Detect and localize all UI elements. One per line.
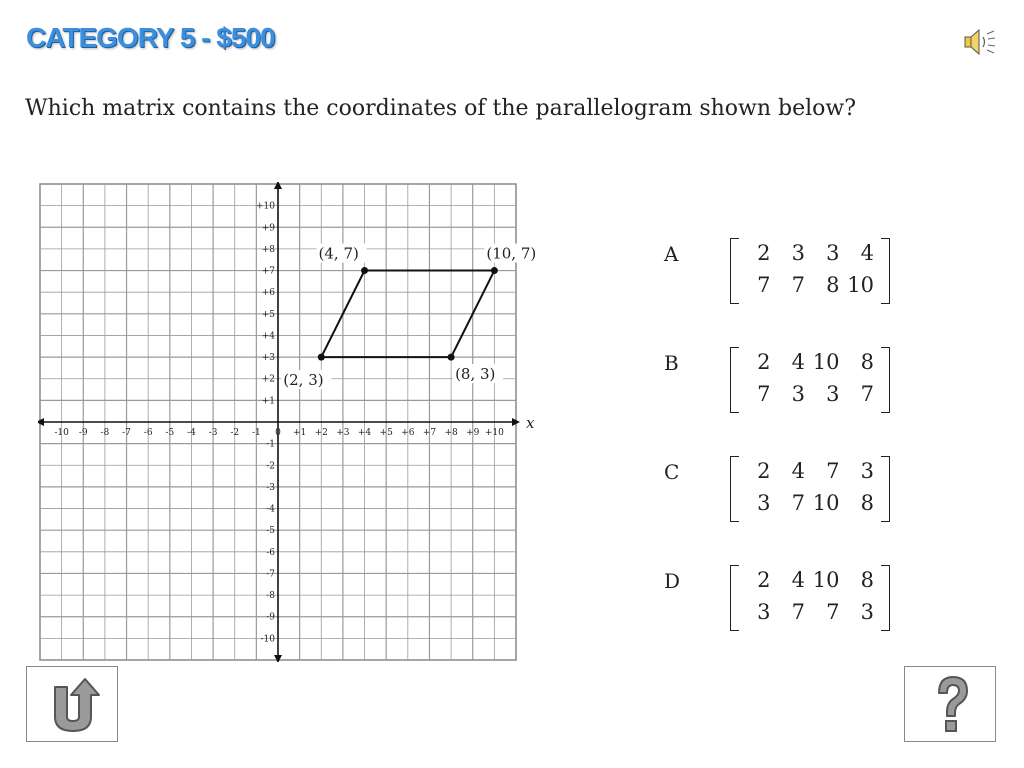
- answer-matrix: [730, 236, 890, 304]
- answer-matrix: [730, 454, 890, 522]
- matrix-cell: 8: [860, 350, 874, 374]
- matrix-cell: 3: [860, 600, 874, 624]
- x-tick-label: -3: [208, 428, 218, 438]
- answer-matrix: [730, 345, 890, 413]
- coordinate-plane: [38, 182, 560, 662]
- x-tick-label: +5: [379, 428, 393, 438]
- x-axis-label: x: [526, 414, 535, 432]
- y-tick-label: -9: [266, 612, 275, 623]
- x-tick-label: +8: [444, 428, 458, 438]
- matrix-cell: 7: [757, 382, 771, 406]
- x-tick-label: -10: [54, 428, 69, 438]
- x-tick-label: +10: [484, 428, 504, 438]
- x-tick-label: -1: [251, 428, 261, 438]
- y-tick-label: +5: [261, 309, 275, 320]
- question-mark-icon: [905, 667, 997, 743]
- answer-choice-c[interactable]: [664, 454, 904, 534]
- coordinate-grid: [38, 182, 560, 662]
- y-tick-label: -2: [266, 461, 275, 472]
- matrix-cell: 7: [791, 600, 805, 624]
- x-tick-label: +7: [422, 428, 437, 438]
- y-tick-label: -3: [266, 482, 275, 493]
- y-tick-label: -4: [266, 504, 275, 515]
- y-tick-label: +4: [261, 331, 275, 342]
- vertex-point: [318, 354, 325, 361]
- matrix-cell: 7: [791, 273, 805, 297]
- x-tick-label: -4: [187, 428, 196, 438]
- answer-choice-d[interactable]: [664, 563, 904, 643]
- y-tick-label: +6: [261, 288, 275, 299]
- matrix-cell: 3: [791, 241, 805, 265]
- matrix-cell: 3: [826, 241, 840, 265]
- y-tick-label: +7: [261, 266, 275, 277]
- matrix-cell: 7: [826, 600, 840, 624]
- x-tick-label: -8: [100, 428, 110, 438]
- vertex-label: (10, 7): [486, 244, 537, 263]
- matrix-cell: 7: [860, 382, 874, 406]
- answer-letter: B: [664, 351, 679, 375]
- matrix-cell: 7: [757, 273, 771, 297]
- y-tick-label: +8: [261, 244, 275, 255]
- y-tick-label: +10: [256, 201, 275, 212]
- vertex-point: [491, 267, 498, 274]
- matrix-cell: 2: [757, 350, 771, 374]
- speaker-icon[interactable]: [962, 26, 998, 58]
- matrix-cell: 4: [791, 568, 805, 592]
- x-tick-label: +1: [292, 428, 307, 438]
- matrix-cell: 7: [826, 459, 840, 483]
- matrix-cell: 4: [860, 241, 874, 265]
- matrix-cell: 7: [791, 491, 805, 515]
- matrix-cell: 10: [847, 273, 874, 297]
- y-tick-label: +1: [261, 396, 275, 407]
- vertex-label: (8, 3): [455, 365, 496, 384]
- matrix-cell: 2: [757, 459, 771, 483]
- matrix-cell: 3: [791, 382, 805, 406]
- y-tick-label: +2: [261, 374, 275, 385]
- y-tick-label: -10: [260, 634, 275, 645]
- answer-matrix: [730, 563, 890, 631]
- answer-letter: D: [664, 569, 681, 593]
- u-turn-arrow-icon: [27, 667, 119, 743]
- x-tick-label: 0: [275, 428, 281, 438]
- vertex-label: (2, 3): [283, 371, 324, 390]
- y-tick-label: -1: [266, 439, 275, 450]
- x-tick-label: -7: [122, 428, 131, 438]
- y-tick-label: -6: [266, 547, 275, 558]
- y-tick-label: +3: [261, 353, 275, 364]
- answer-choice-a[interactable]: [664, 236, 904, 316]
- slide-title: CATEGORY 5 - $500: [26, 22, 275, 53]
- vertex-label: (4, 7): [318, 244, 359, 263]
- x-tick-label: -6: [143, 428, 153, 438]
- x-tick-label: +4: [357, 428, 372, 438]
- matrix-cell: 2: [757, 568, 771, 592]
- y-tick-label: -7: [266, 569, 275, 580]
- matrix-cell: 4: [791, 350, 805, 374]
- matrix-cell: 3: [826, 382, 840, 406]
- x-tick-label: -9: [78, 428, 88, 438]
- matrix-cell: 10: [812, 568, 840, 592]
- vertex-point: [361, 267, 368, 274]
- question-text: Which matrix contains the coordinates of the parallelogram shown below?: [25, 96, 857, 121]
- answer-letter: A: [664, 242, 679, 266]
- x-tick-label: -2: [230, 428, 240, 438]
- x-tick-label: +3: [336, 428, 350, 438]
- x-tick-label: +2: [314, 428, 328, 438]
- matrix-cell: 10: [812, 491, 840, 515]
- matrix-cell: 8: [860, 568, 874, 592]
- x-tick-label: +6: [401, 428, 415, 438]
- y-tick-label: +9: [261, 223, 275, 234]
- matrix-cell: 4: [791, 459, 805, 483]
- matrix-cell: 10: [812, 350, 840, 374]
- matrix-cell: 3: [757, 491, 771, 515]
- matrix-cell: 3: [757, 600, 771, 624]
- help-button[interactable]: [904, 666, 996, 742]
- answer-choice-b[interactable]: [664, 345, 904, 425]
- back-button[interactable]: [26, 666, 118, 742]
- matrix-cell: 8: [860, 491, 874, 515]
- vertex-point: [448, 354, 455, 361]
- matrix-cell: 8: [826, 273, 840, 297]
- x-tick-label: -5: [165, 428, 175, 438]
- y-tick-label: -5: [266, 526, 275, 537]
- matrix-cell: 3: [860, 459, 874, 483]
- matrix-cell: 2: [757, 241, 771, 265]
- y-tick-label: -8: [266, 591, 275, 602]
- x-tick-label: +9: [466, 428, 480, 438]
- answer-letter: C: [664, 460, 680, 484]
